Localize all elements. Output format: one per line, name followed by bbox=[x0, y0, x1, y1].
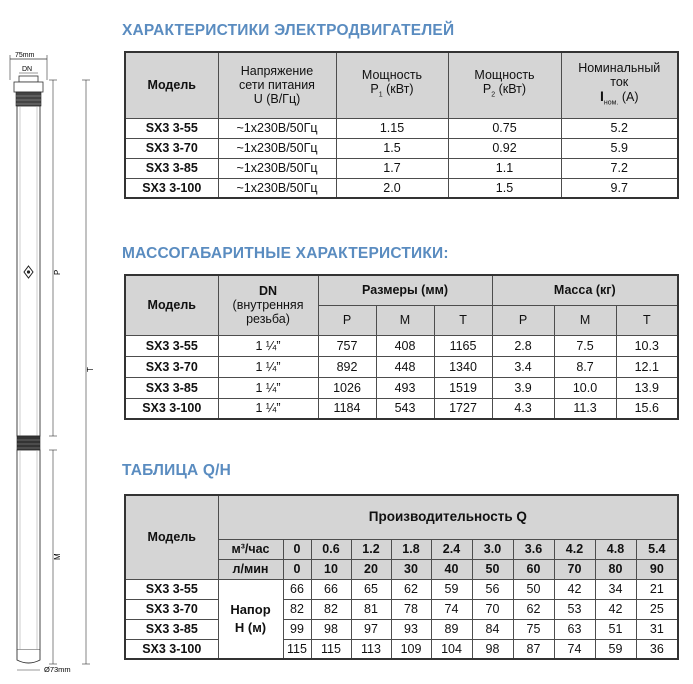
dn-label: DN bbox=[22, 66, 33, 73]
table-row: SX3 3-55 Напор H (м) 66 66 65 62 59 56 50 42 34 21 bbox=[125, 579, 678, 599]
table-row: SX3 3-70 ~1x230В/50Гц 1.5 0.92 5.9 bbox=[125, 138, 678, 158]
mass-header-weight: Масса (кг) bbox=[492, 275, 678, 305]
motor-header-voltage: Напряжение сети питания U (В/Гц) bbox=[218, 52, 336, 118]
table-row: SX3 3-70 82 82 81 78 74 70 62 53 42 25 bbox=[125, 599, 678, 619]
table-row: SX3 3-100 1 ¼” 1184 543 1727 4.3 11.3 15.6 bbox=[125, 398, 678, 419]
mass-sub-header: P bbox=[492, 305, 554, 335]
motor-header-p2: Мощность $P_2$ (кВт) bbox=[448, 52, 561, 118]
t-dimension-label: T bbox=[86, 367, 95, 372]
motor-table bbox=[124, 51, 679, 199]
table-row: SX3 3-55 1 ¼” 757 408 1165 2.8 7.5 10.3 bbox=[125, 335, 678, 356]
pump-drawing bbox=[0, 0, 112, 684]
mass-sub-header: M bbox=[376, 305, 434, 335]
qh-header-flow: Производительность Q bbox=[218, 495, 678, 539]
motor-header-model: Модель bbox=[125, 52, 218, 118]
qh-head-label: Напор H (м) bbox=[218, 579, 283, 659]
qh-row-lmin: л/мин 0 10 20 30 40 50 60 70 80 90 bbox=[125, 559, 678, 579]
mass-table bbox=[124, 274, 679, 420]
intake-screen bbox=[17, 436, 40, 450]
dim-bottom-label: Ø73mm bbox=[44, 665, 71, 674]
mass-sub-header: P bbox=[318, 305, 376, 335]
table-row: SX3 3-100 ~1x230В/50Гц 2.0 1.5 9.7 bbox=[125, 178, 678, 198]
table-row: SX3 3-100 115 115 113 109 104 98 87 74 59 36 bbox=[125, 639, 678, 659]
table-row: SX3 3-55 ~1x230В/50Гц 1.15 0.75 5.2 bbox=[125, 118, 678, 138]
table-row: SX3 3-85 99 98 97 93 89 84 75 63 51 31 bbox=[125, 619, 678, 639]
qh-row-m3h: м³/час 0 0.6 1.2 1.8 2.4 3.0 3.6 4.2 4.8 5.4 bbox=[125, 539, 678, 559]
mass-sub-header: T bbox=[616, 305, 678, 335]
qh-header-model: Модель bbox=[125, 495, 218, 579]
motor-header-p1: Мощность $P_1$ (кВт) bbox=[336, 52, 448, 118]
p-dimension-label: P bbox=[53, 269, 62, 275]
m-dimension-label: M bbox=[53, 553, 62, 560]
mass-sub-header: T bbox=[434, 305, 492, 335]
qh-table bbox=[124, 494, 679, 660]
table-row: SX3 3-85 ~1x230В/50Гц 1.7 1.1 7.2 bbox=[125, 158, 678, 178]
mass-header-dn: DN (внутренняя резьба) bbox=[218, 275, 318, 335]
mass-section-title: МАССОГАБАРИТНЫЕ ХАРАКТЕРИСТИКИ: bbox=[122, 245, 449, 262]
table-row: SX3 3-85 1 ¼” 1026 493 1519 3.9 10.0 13.9 bbox=[125, 377, 678, 398]
mass-sub-header: M bbox=[554, 305, 616, 335]
motor-section-title: ХАРАКТЕРИСТИКИ ЭЛЕКТРОДВИГАТЕЛЕЙ bbox=[122, 22, 455, 39]
mass-header-dimensions: Размеры (мм) bbox=[318, 275, 492, 305]
dim-top-label: 75mm bbox=[15, 52, 35, 59]
mass-header-model: Модель bbox=[125, 275, 218, 335]
motor-header-current: Номинальный ток $I_{ном.}$ (А) bbox=[561, 52, 678, 118]
table-row: SX3 3-70 1 ¼” 892 448 1340 3.4 8.7 12.1 bbox=[125, 356, 678, 377]
pump-head-rings bbox=[16, 92, 41, 106]
qh-section-title: ТАБЛИЦА Q/H bbox=[122, 462, 232, 479]
